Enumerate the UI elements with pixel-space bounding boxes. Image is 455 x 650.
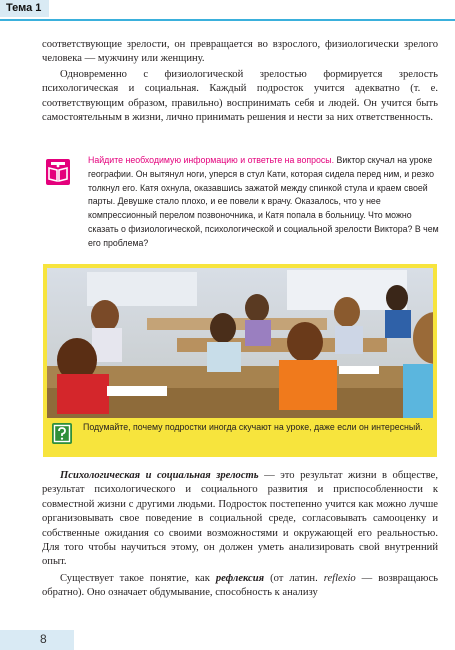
term-reflection: рефлексия	[215, 573, 265, 584]
task-block	[46, 154, 442, 264]
page-footer	[0, 630, 74, 650]
term-psych-social: Психологическая и социальная зрелость	[60, 470, 259, 481]
paragraph-3-text: — это результат жизни в обществе, результат психологического и социального развития и приспособленности к совместной жизни с другими людьми. Подросток постепенно учится как можно лучше организовывать свое поведение в социальной среде, согласовывать самооценку и собственные ожидания со своими возможностями и окружающей его реальностью. Для того чтобы научиться этому, он должен уметь анализировать свой внутренний опыт.	[42, 470, 438, 568]
page-header	[0, 0, 455, 26]
paragraph-1-text: соответствующие зрелости, он превращается во взрослого, физиологически зрелого человека — мужчину или женщину.	[42, 39, 438, 65]
figure-caption: Подумайте, почему подростки иногда скучают на уроке, даже если он интересный.	[83, 422, 423, 432]
task-body: Виктор скучал на уроке географии. Он вытянул ноги, уперся в стул Кати, которая сидела перед ним, и резко толкнул его. Катя охнула, оказавшись зажатой между спинкой стула и краем своей парты. Девушке стало плохо, и ее повели к врачу. Оказалось, что у нее компрессионный перелом позвоночника, и Катя попала в больницу. Что можно сказать о физиологической, психологической и социальной зрелости Виктора? В чем его проблема?	[88, 155, 439, 248]
paragraph-2	[42, 68, 438, 126]
task-text	[88, 154, 443, 251]
task-lead: Найдите необходимую информацию и ответьте на вопросы.	[88, 155, 335, 165]
header-rule	[0, 19, 455, 21]
paragraph-4-end: — возвращаюсь обратно). Оно означает обдумывание, способность к анализу	[42, 573, 438, 599]
figure-frame	[43, 264, 437, 457]
topic-label: Тема 1	[0, 0, 49, 17]
paragraph-4-start: Существует такое понятие, как	[60, 573, 216, 584]
question-icon	[52, 423, 72, 444]
paragraph-3	[42, 469, 438, 570]
page-number: 8	[40, 632, 47, 646]
paragraph-2-text: Одновременно с физиологической зрелостью формируется зрелость психологическая и социальная. Каждый подросток учится адекватно (т. е. соответствующим образом, правильно) воспринимать себя и людей. Он учится быть самостоятельным в жизни, лично принимать решения и нести за них ответственность.	[42, 69, 438, 124]
book-icon	[46, 159, 70, 185]
paragraph-4-mid: (от латин.	[264, 573, 324, 584]
paragraph-1	[42, 38, 438, 67]
latin-word: reflexio	[323, 573, 356, 584]
paragraph-4	[42, 572, 438, 601]
classroom-photo	[47, 268, 433, 418]
